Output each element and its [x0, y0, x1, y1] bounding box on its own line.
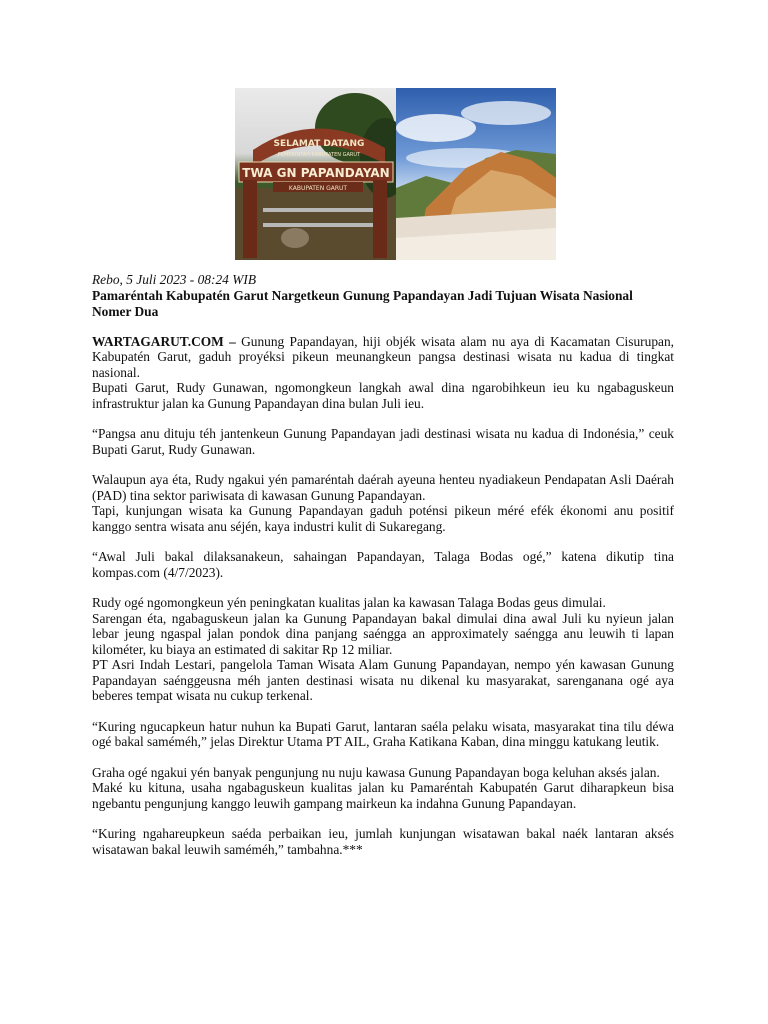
gate-illustration: [235, 88, 396, 260]
article-lead-paragraph: [92, 334, 674, 381]
paragraph-12: “Kuring ngahareupkeun saéda perbaikan ieu, jumlah kunjungan wisatawan bakal naék lantaran aksés wisatawan bakal leuwih saméméh,” tambahna.***: [92, 826, 674, 857]
paragraph-5: “Awal Juli bakal dilaksanakeun, sahaingan Papandayan, Talaga Bodas ogé,” katena dikutip tina kompas.com (4/7/2023).: [92, 549, 674, 580]
paragraph-10: Graha ogé ngakui yén banyak pengunjung nu nuju kawasa Gunung Papandayan boga keluhan aksés jalan.: [92, 764, 660, 780]
article-photo: [235, 88, 556, 260]
source-label: WARTAGARUT.COM –: [92, 333, 236, 349]
gate-photo: [235, 88, 396, 260]
article-body: [92, 272, 674, 857]
sign-bottom-text: KABUPATEN GARUT: [288, 185, 348, 192]
sign-main-text: TWA GN PAPANDAYAN: [242, 166, 390, 180]
paragraph-9: “Kuring ngucapkeun hatur nuhun ka Bupati Garut, lantaran saéla pelaku wisata, masyarakat tina tilu déwa ogé bakal saméméh,” jelas Direktur Utama PT AIL, Graha Katikana Kaban, dina minggu katukang leutik.: [92, 718, 674, 749]
paragraph-4: Tapi, kunjungan wisata ka Gunung Papandayan gaduh poténsi pikeun méré efék ékonomi anu positif kanggo sentra wisata anu séjén, kaya industri kulit di Sukaregang.: [92, 503, 674, 534]
article-headline: Pamaréntah Kabupatén Garut Nargetkeun Gunung Papandayan Jadi Tujuan Wisata Nasional Nomer Dua: [92, 287, 633, 319]
paragraph-11: Maké ku kituna, usaha ngabaguskeun kualitas jalan ku Pamaréntah Kabupatén Garut diharapkeun bisa ngebantu pengunjung kanggo leuwih gampang mairkeun ka indahna Gunung Papandayan.: [92, 780, 674, 811]
paragraph-1: Bupati Garut, Rudy Gunawan, ngomongkeun langkah awal dina ngarobihkeun ieu ku ngabaguskeun infrastruktur jalan ka Gunung Papandayan dina bulan Juli ieu.: [92, 380, 674, 411]
sign-sub-text: PEMERINTAH KABUPATEN GARUT: [277, 152, 361, 158]
paragraph-3: Walaupun aya éta, Rudy ngakui yén pamaréntah daérah ayeuna henteu nyadiakeun Pendapatan Asli Daérah (PAD) tina sektor pariwisata di kawasan Gunung Papandayan.: [92, 472, 674, 503]
lead-text: Gunung Papandayan, hiji objék wisata alam nu aya di Kacamatan Cisurupan, Kabupatén Garut, gaduh proyéksi pikeun meunangkeun pangsa destinasi wisata nu kadua di tingkat nasional.: [92, 333, 674, 380]
paragraph-8: PT Asri Indah Lestari, pangelola Taman Wisata Alam Gunung Papandayan, nempo yén kawasan Gunung Papandayan saénggeusna méh janten destinasi wisata nu dikenal ku masyarakat, sarenganana ogé aya beberes tempat wisata nu cukup terkenal.: [92, 657, 674, 703]
mountain-photo: [396, 88, 556, 260]
paragraph-7: Sarengan éta, ngabaguskeun jalan ka Gunung Papandayan bakal dimulai dina awal Juli ku nyieun jalan lebar jeung ngaspal jalan pondok dina panjang saéngga an approximately saéngga anu leuwih ti lapan kilométer, ku biaya an estimated di sakitar Rp 12 miliar.: [92, 610, 674, 657]
sign-top-text: SELAMAT DATANG: [273, 139, 365, 149]
paragraph-2: “Pangsa anu dituju téh jantenkeun Gunung Papandayan jadi destinasi wisata nu kadua di Indonésia,” ceuk Bupati Garut, Rudy Gunawan.: [92, 426, 674, 457]
article-dateline: Rebo, 5 Juli 2023 - 08:24 WIB: [92, 272, 256, 287]
paragraph-6: Rudy ogé ngomongkeun yén peningkatan kualitas jalan ka kawasan Talaga Bodas geus dimulai.: [92, 595, 606, 610]
mountain-illustration: [396, 88, 556, 260]
